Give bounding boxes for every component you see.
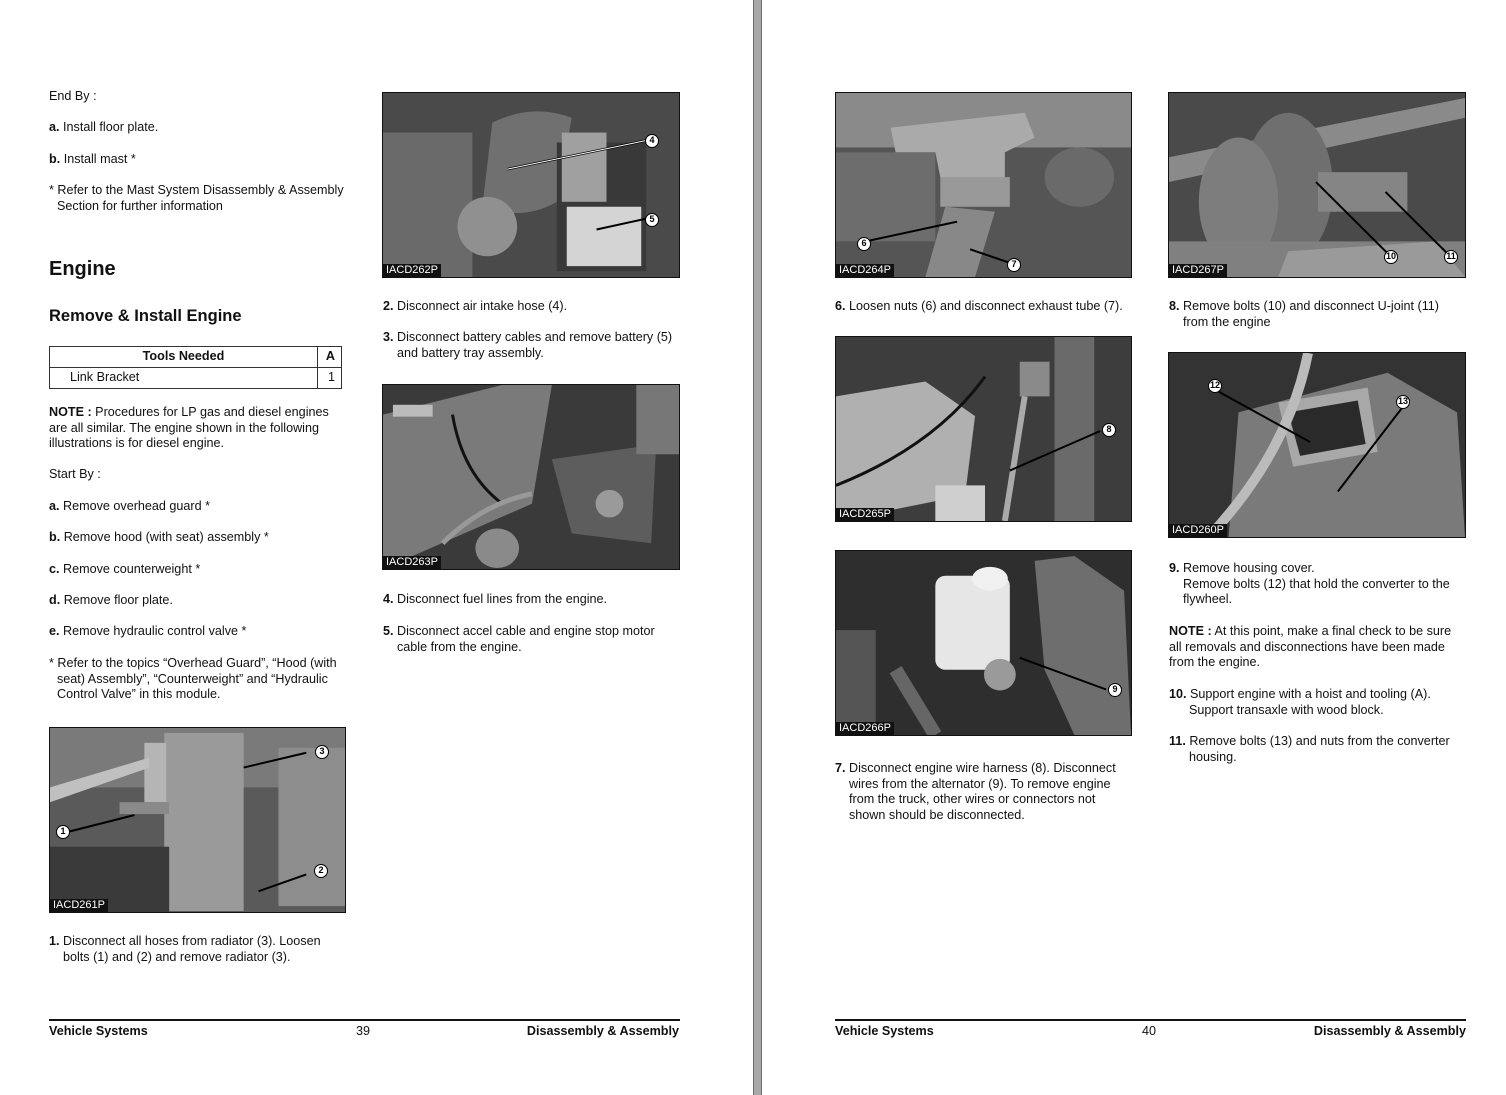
end-by-note: * Refer to the Mast System Disassembly & Assembly Section for further information [49,183,344,213]
tool-qty: 1 [318,368,342,389]
callout-5: 5 [645,213,659,227]
final-check-note: NOTE : At this point, make a final check to be sure all removals and disconnections have been made from the engine. [1169,624,1452,670]
callout-7: 7 [1007,258,1021,272]
figure-code: IACD260P [1169,524,1227,537]
footer-right: Disassembly & Assembly [526,1024,679,1038]
step-10: 10. Support engine with a hoist and tooling (A). Support transaxle with wood block. [1169,687,1431,717]
tools-header-name: Tools Needed [50,347,318,368]
start-by-item-d: d. Remove floor plate. [49,593,173,607]
end-by-item-b: b. Install mast * [49,152,136,166]
wire-harness-photo-image [836,337,1131,521]
step-8: 8. Remove bolts (10) and disconnect U-joint (11) from the engine [1169,299,1439,329]
tool-name: Link Bracket [50,368,318,389]
step-7: 7. Disconnect engine wire harness (8). Disconnect wires from the alternator (9). To remove engine from the truck, other wires or connectors not shown should be disconnected. [835,761,1116,822]
figure-alternator-photo [835,550,1132,736]
step-2: 2. Disconnect air intake hose (4). [383,299,568,313]
start-by-item-e: e. Remove hydraulic control valve * [49,624,247,638]
end-by-label: End By : [49,89,97,103]
page-40 [762,0,1506,1095]
page-number: 39 [356,1024,371,1038]
figure-converter-photo [1168,352,1466,538]
footer-rule [49,1019,680,1021]
tools-table-header [50,347,342,368]
step-3: 3. Disconnect battery cables and remove battery (5) and battery tray assembly. [383,330,673,360]
step-11: 11. Remove bolts (13) and nuts from the converter housing. [1169,734,1450,764]
callout-1: 1 [56,825,70,839]
tools-needed-table [49,346,342,389]
step-9: 9. Remove housing cover. Remove bolts (12) that hold the converter to the flywheel. [1169,561,1450,607]
figure-radiator-photo [49,727,346,913]
engine-note: NOTE : Procedures for LP gas and diesel engines are all similar. The engine shown in the following illustrations is for diesel engine. [49,405,329,451]
start-by-note: * Refer to the topics “Overhead Guard”, “Hood (with seat) Assembly”, “Counterweight” and “Hydraulic Control Valve” in this module. [49,656,337,702]
footer-right: Disassembly & Assembly [1313,1024,1466,1038]
callout-9: 9 [1108,683,1122,697]
callout-11: 11 [1444,250,1458,264]
figure-fuel-lines-photo [382,384,680,570]
footer-rule [835,1019,1466,1021]
figure-u-joint-photo [1168,92,1466,278]
page-divider [753,0,762,1095]
callout-13: 13 [1396,395,1410,409]
step-4: 4. Disconnect fuel lines from the engine. [383,592,608,606]
end-by-item-a: a. Install floor plate. [49,120,159,134]
alternator-photo-image [836,551,1131,735]
tools-header-a: A [318,347,342,368]
u-joint-photo-image [1169,93,1465,277]
figure-code: IACD263P [383,556,441,569]
start-by-item-c: c. Remove counterweight * [49,562,201,576]
figure-code: IACD266P [836,722,894,735]
start-by-label: Start By : [49,467,101,481]
callout-8: 8 [1102,423,1116,437]
callout-10: 10 [1384,250,1398,264]
figure-code: IACD262P [383,264,441,277]
figure-code: IACD265P [836,508,894,521]
fuel-lines-photo-image [383,385,679,569]
figure-code: IACD264P [836,264,894,277]
callout-6: 6 [857,237,871,251]
callout-2: 2 [314,864,328,878]
air-intake-photo-image [383,93,679,277]
figure-code: IACD261P [50,899,108,912]
callout-4: 4 [645,134,659,148]
step-1: 1. Disconnect all hoses from radiator (3). Loosen bolts (1) and (2) and remove radiator (3). [49,934,321,964]
table-row [50,368,342,389]
figure-code: IACD267P [1169,264,1227,277]
subsection-title: Remove & Install Engine [49,307,242,325]
footer-left: Vehicle Systems [835,1024,934,1038]
figure-exhaust-photo [835,92,1132,278]
step-5: 5. Disconnect accel cable and engine stop motor cable from the engine. [383,624,655,654]
start-by-item-b: b. Remove hood (with seat) assembly * [49,530,269,544]
figure-wire-harness-photo [835,336,1132,522]
figure-air-intake-photo [382,92,680,278]
step-6: 6. Loosen nuts (6) and disconnect exhaust tube (7). [835,299,1123,313]
callout-12: 12 [1208,379,1222,393]
section-title: Engine [49,258,116,280]
radiator-photo-image [50,728,345,912]
footer-left: Vehicle Systems [49,1024,148,1038]
callout-3: 3 [315,745,329,759]
start-by-item-a: a. Remove overhead guard * [49,499,211,513]
exhaust-photo-image [836,93,1131,277]
page-number: 40 [1142,1024,1157,1038]
